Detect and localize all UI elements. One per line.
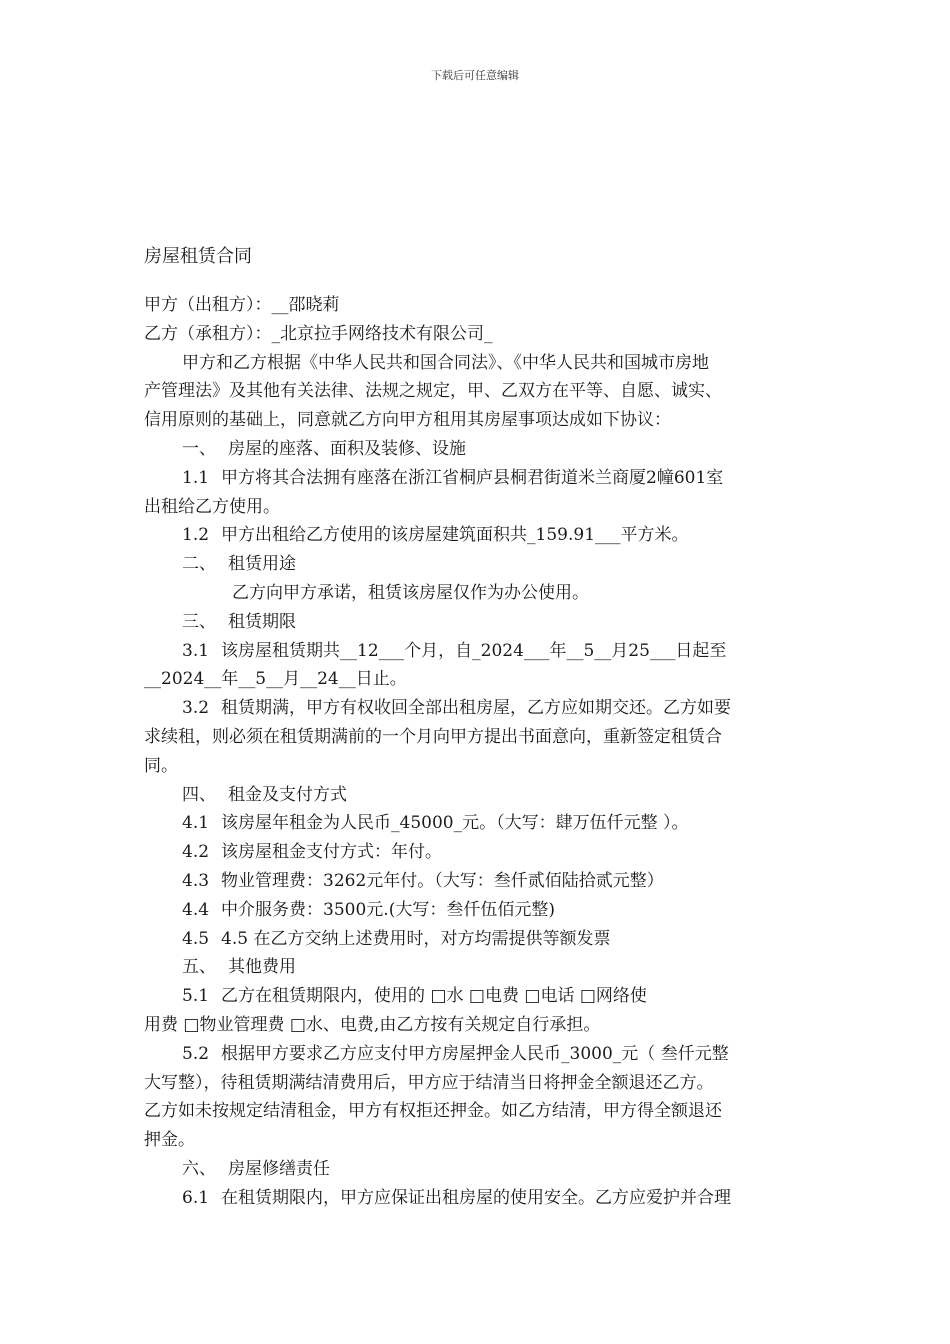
contract-line	[144, 406, 808, 435]
contract-line	[144, 665, 808, 694]
contract-line	[144, 982, 808, 1011]
line-text: 大写整），待租赁期满结清费用后，甲方应于结清当日将押金全额退还乙方。	[144, 1072, 714, 1093]
line-text: 押金。	[144, 1130, 195, 1151]
clause-number: 1.2	[182, 525, 210, 546]
line-text: 在租赁期限内，甲方应保证出租房屋的使用安全。乙方应爱护并合理	[221, 1187, 732, 1208]
contract-body	[144, 291, 808, 1213]
line-text: 同。	[144, 755, 178, 776]
line-text: 该房屋租金支付方式：年付。	[221, 842, 443, 863]
contract-line	[144, 1155, 808, 1184]
line-text: 房屋修缮责任	[228, 1158, 330, 1179]
line-text: 甲方将其合法拥有座落在浙江省桐庐县桐君街道米兰商厦2幢601室	[221, 467, 724, 488]
clause-number: 5.1	[182, 986, 210, 1007]
line-text: 租赁用途	[228, 554, 296, 575]
line-text: 该房屋年租金为人民币_45000_元。（大写：肆万伍仟元整 ）。	[221, 813, 689, 834]
clause-number: 4.5	[182, 928, 210, 949]
line-text: 甲方和乙方根据《中华人民共和国合同法》、《中华人民共和国城市房地	[182, 352, 709, 373]
contract-line	[144, 781, 808, 810]
contract-line	[144, 377, 808, 406]
line-text: 其他费用	[228, 957, 296, 978]
line-text: 房屋的座落、面积及装修、设施	[228, 438, 466, 459]
clause-number: 五、	[182, 957, 216, 978]
clause-number: 二、	[182, 554, 216, 575]
contract-line	[144, 493, 808, 522]
line-text: 4.5 在乙方交纳上述费用时，对方均需提供等额发票	[221, 928, 611, 949]
contract-line	[144, 464, 808, 493]
contract-line	[144, 608, 808, 637]
contract-line	[144, 579, 808, 608]
clause-number: 一、	[182, 438, 216, 459]
line-text: 租金及支付方式	[228, 784, 347, 805]
clause-number: 4.1	[182, 813, 210, 834]
contract-line	[144, 550, 808, 579]
line-text: 租赁期限	[228, 611, 296, 632]
clause-number: 三、	[182, 611, 216, 632]
contract-line	[144, 838, 808, 867]
clause-number: 4.2	[182, 842, 210, 863]
contract-line	[144, 1184, 808, 1213]
contract-line	[144, 809, 808, 838]
line-text: 乙方如未按规定结清租金，甲方有权拒还押金。如乙方结清，甲方得全额退还	[144, 1101, 722, 1122]
contract-line	[144, 953, 808, 982]
line-text: 乙方在租赁期限内，使用的 □水 □电费 □电话 □网络使	[221, 986, 647, 1007]
clause-number: 六、	[182, 1158, 216, 1179]
contract-line	[144, 521, 808, 550]
line-text: 甲方（出租方）：__邵晓莉	[144, 295, 340, 315]
line-text: 乙方向甲方承诺，租赁该房屋仅作为办公使用。	[232, 582, 589, 603]
contract-line	[144, 291, 808, 320]
line-text: 甲方出租给乙方使用的该房屋建筑面积共_159.91___平方米。	[221, 525, 689, 546]
document-title: 房屋租赁合同	[144, 246, 252, 267]
contract-line	[144, 752, 808, 781]
line-text: 该房屋租赁期共__12___个月，自_2024___年__5__月25___日起至	[221, 640, 727, 661]
clause-number: 4.3	[182, 870, 210, 891]
contract-line	[144, 1097, 808, 1126]
line-text: 信用原则的基础上，同意就乙方向甲方租用其房屋事项达成如下协议：	[144, 410, 671, 431]
contract-line	[144, 435, 808, 464]
clause-number: 3.2	[182, 698, 210, 719]
contract-line	[144, 637, 808, 666]
contract-line	[144, 867, 808, 896]
contract-line	[144, 925, 808, 954]
contract-line	[144, 1069, 808, 1098]
clause-number: 四、	[182, 784, 216, 805]
contract-line	[144, 723, 808, 752]
clause-number: 1.1	[182, 467, 210, 488]
line-text: 中介服务费：3500元.(大写：叁仟伍佰元整)	[221, 899, 555, 920]
line-text: 求续租，则必须在租赁期满前的一个月向甲方提出书面意向，重新签定租赁合	[144, 726, 722, 747]
clause-number: 3.1	[182, 640, 210, 661]
header-note: 下载后可任意编辑	[431, 69, 519, 82]
line-text: 用费 □物业管理费 □水、电费,由乙方按有关规定自行承担。	[144, 1014, 601, 1035]
contract-line	[144, 896, 808, 925]
contract-line	[144, 694, 808, 723]
clause-number: 6.1	[182, 1187, 210, 1208]
clause-number: 4.4	[182, 899, 210, 920]
line-text: 根据甲方要求乙方应支付甲方房屋押金人民币_3000_元（ 叁仟元整	[221, 1043, 729, 1064]
line-text: __2024__年__5__月__24__日止。	[144, 669, 407, 690]
contract-line	[144, 1126, 808, 1155]
contract-line	[144, 320, 808, 349]
contract-line	[144, 1040, 808, 1069]
line-text: 乙方（承租方）：_北京拉手网络技术有限公司_	[144, 323, 493, 344]
line-text: 物业管理费：3262元年付。（大写：叁仟贰佰陆拾贰元整）	[221, 870, 664, 891]
line-text: 产管理法》及其他有关法律、法规之规定，甲、乙双方在平等、自愿、诚实、	[144, 381, 722, 402]
contract-line	[144, 349, 808, 378]
clause-number: 5.2	[182, 1043, 210, 1064]
line-text: 租赁期满，甲方有权收回全部出租房屋，乙方应如期交还。乙方如要	[221, 698, 732, 719]
line-text: 出租给乙方使用。	[144, 496, 280, 517]
contract-line	[144, 1011, 808, 1040]
